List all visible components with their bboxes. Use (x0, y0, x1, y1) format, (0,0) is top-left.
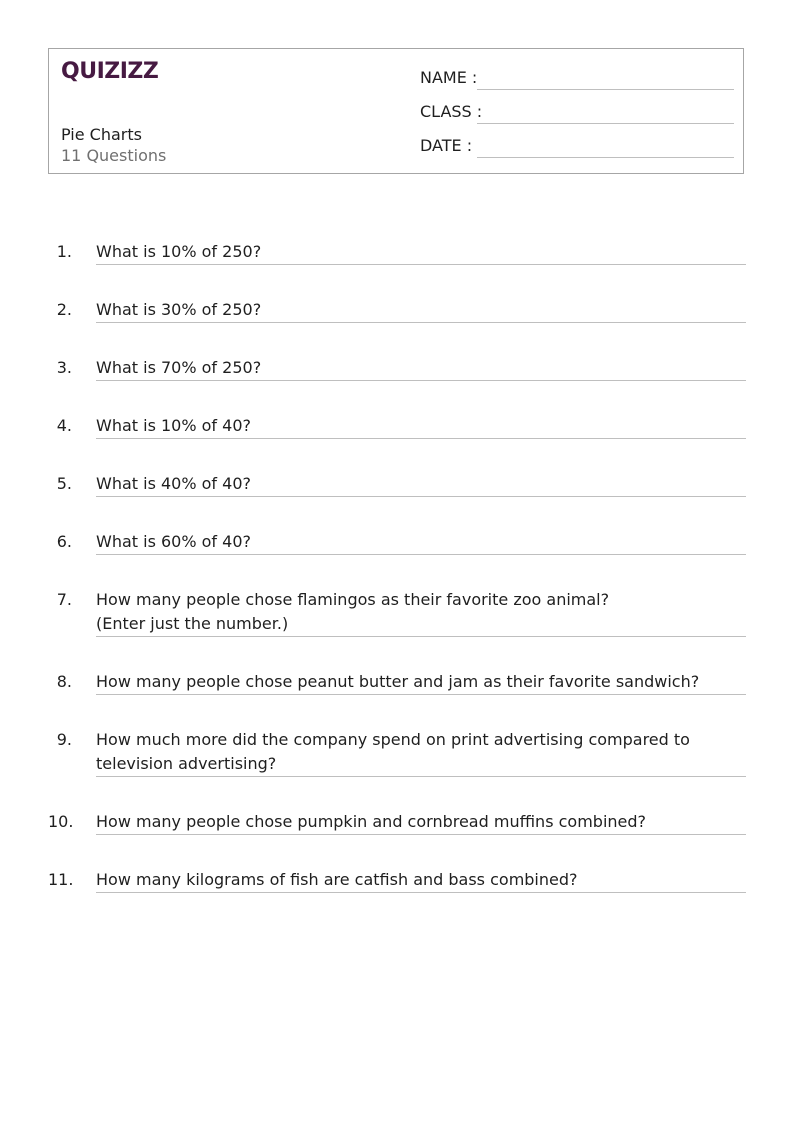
question-number: 4. (56, 416, 72, 435)
question-item (48, 868, 746, 893)
name-line[interactable] (477, 89, 734, 90)
question-number: 6. (56, 532, 72, 551)
class-label: CLASS : (420, 102, 483, 121)
question-item (48, 472, 746, 497)
name-label: NAME : (420, 68, 478, 87)
question-count: 11 Questions (61, 146, 167, 165)
class-line[interactable] (477, 123, 734, 124)
date-field[interactable] (420, 136, 734, 160)
question-text: What is 10% of 250? (96, 240, 746, 265)
question-text: What is 40% of 40? (96, 472, 746, 497)
question-item (48, 530, 746, 555)
question-number: 10. (48, 812, 74, 831)
question-item (48, 240, 746, 265)
question-text: What is 70% of 250? (96, 356, 746, 381)
worksheet-header (48, 48, 744, 174)
question-list (48, 240, 746, 926)
question-number: 9. (56, 730, 72, 749)
question-number: 8. (56, 672, 72, 691)
question-text: How many people chose peanut butter and jam as their favorite sandwich? (96, 670, 746, 695)
question-number: 2. (56, 300, 72, 319)
question-text: How many people chose flamingos as their favorite zoo animal? (Enter just the number.) (96, 588, 746, 637)
question-text: How many people chose pumpkin and cornbread muffins combined? (96, 810, 746, 835)
question-text: What is 10% of 40? (96, 414, 746, 439)
question-item (48, 670, 746, 695)
logo-text: QUIZIZZ (61, 59, 159, 84)
question-item (48, 810, 746, 835)
question-item (48, 298, 746, 323)
question-item (48, 356, 746, 381)
question-number: 11. (48, 870, 74, 889)
question-number: 5. (56, 474, 72, 493)
question-text: What is 60% of 40? (96, 530, 746, 555)
quizizz-logo (61, 59, 159, 87)
question-item (48, 588, 746, 637)
question-text: How much more did the company spend on print advertising compared to television advertising? (96, 728, 746, 777)
worksheet-title: Pie Charts (61, 125, 142, 144)
question-item (48, 728, 746, 777)
date-line[interactable] (477, 157, 734, 158)
class-field[interactable] (420, 102, 734, 126)
question-item (48, 414, 746, 439)
question-text: How many kilograms of fish are catfish and bass combined? (96, 868, 746, 893)
question-number: 1. (56, 242, 72, 261)
question-number: 3. (56, 358, 72, 377)
question-text: What is 30% of 250? (96, 298, 746, 323)
date-label: DATE : (420, 136, 473, 155)
question-number: 7. (56, 590, 72, 609)
name-field[interactable] (420, 68, 734, 92)
